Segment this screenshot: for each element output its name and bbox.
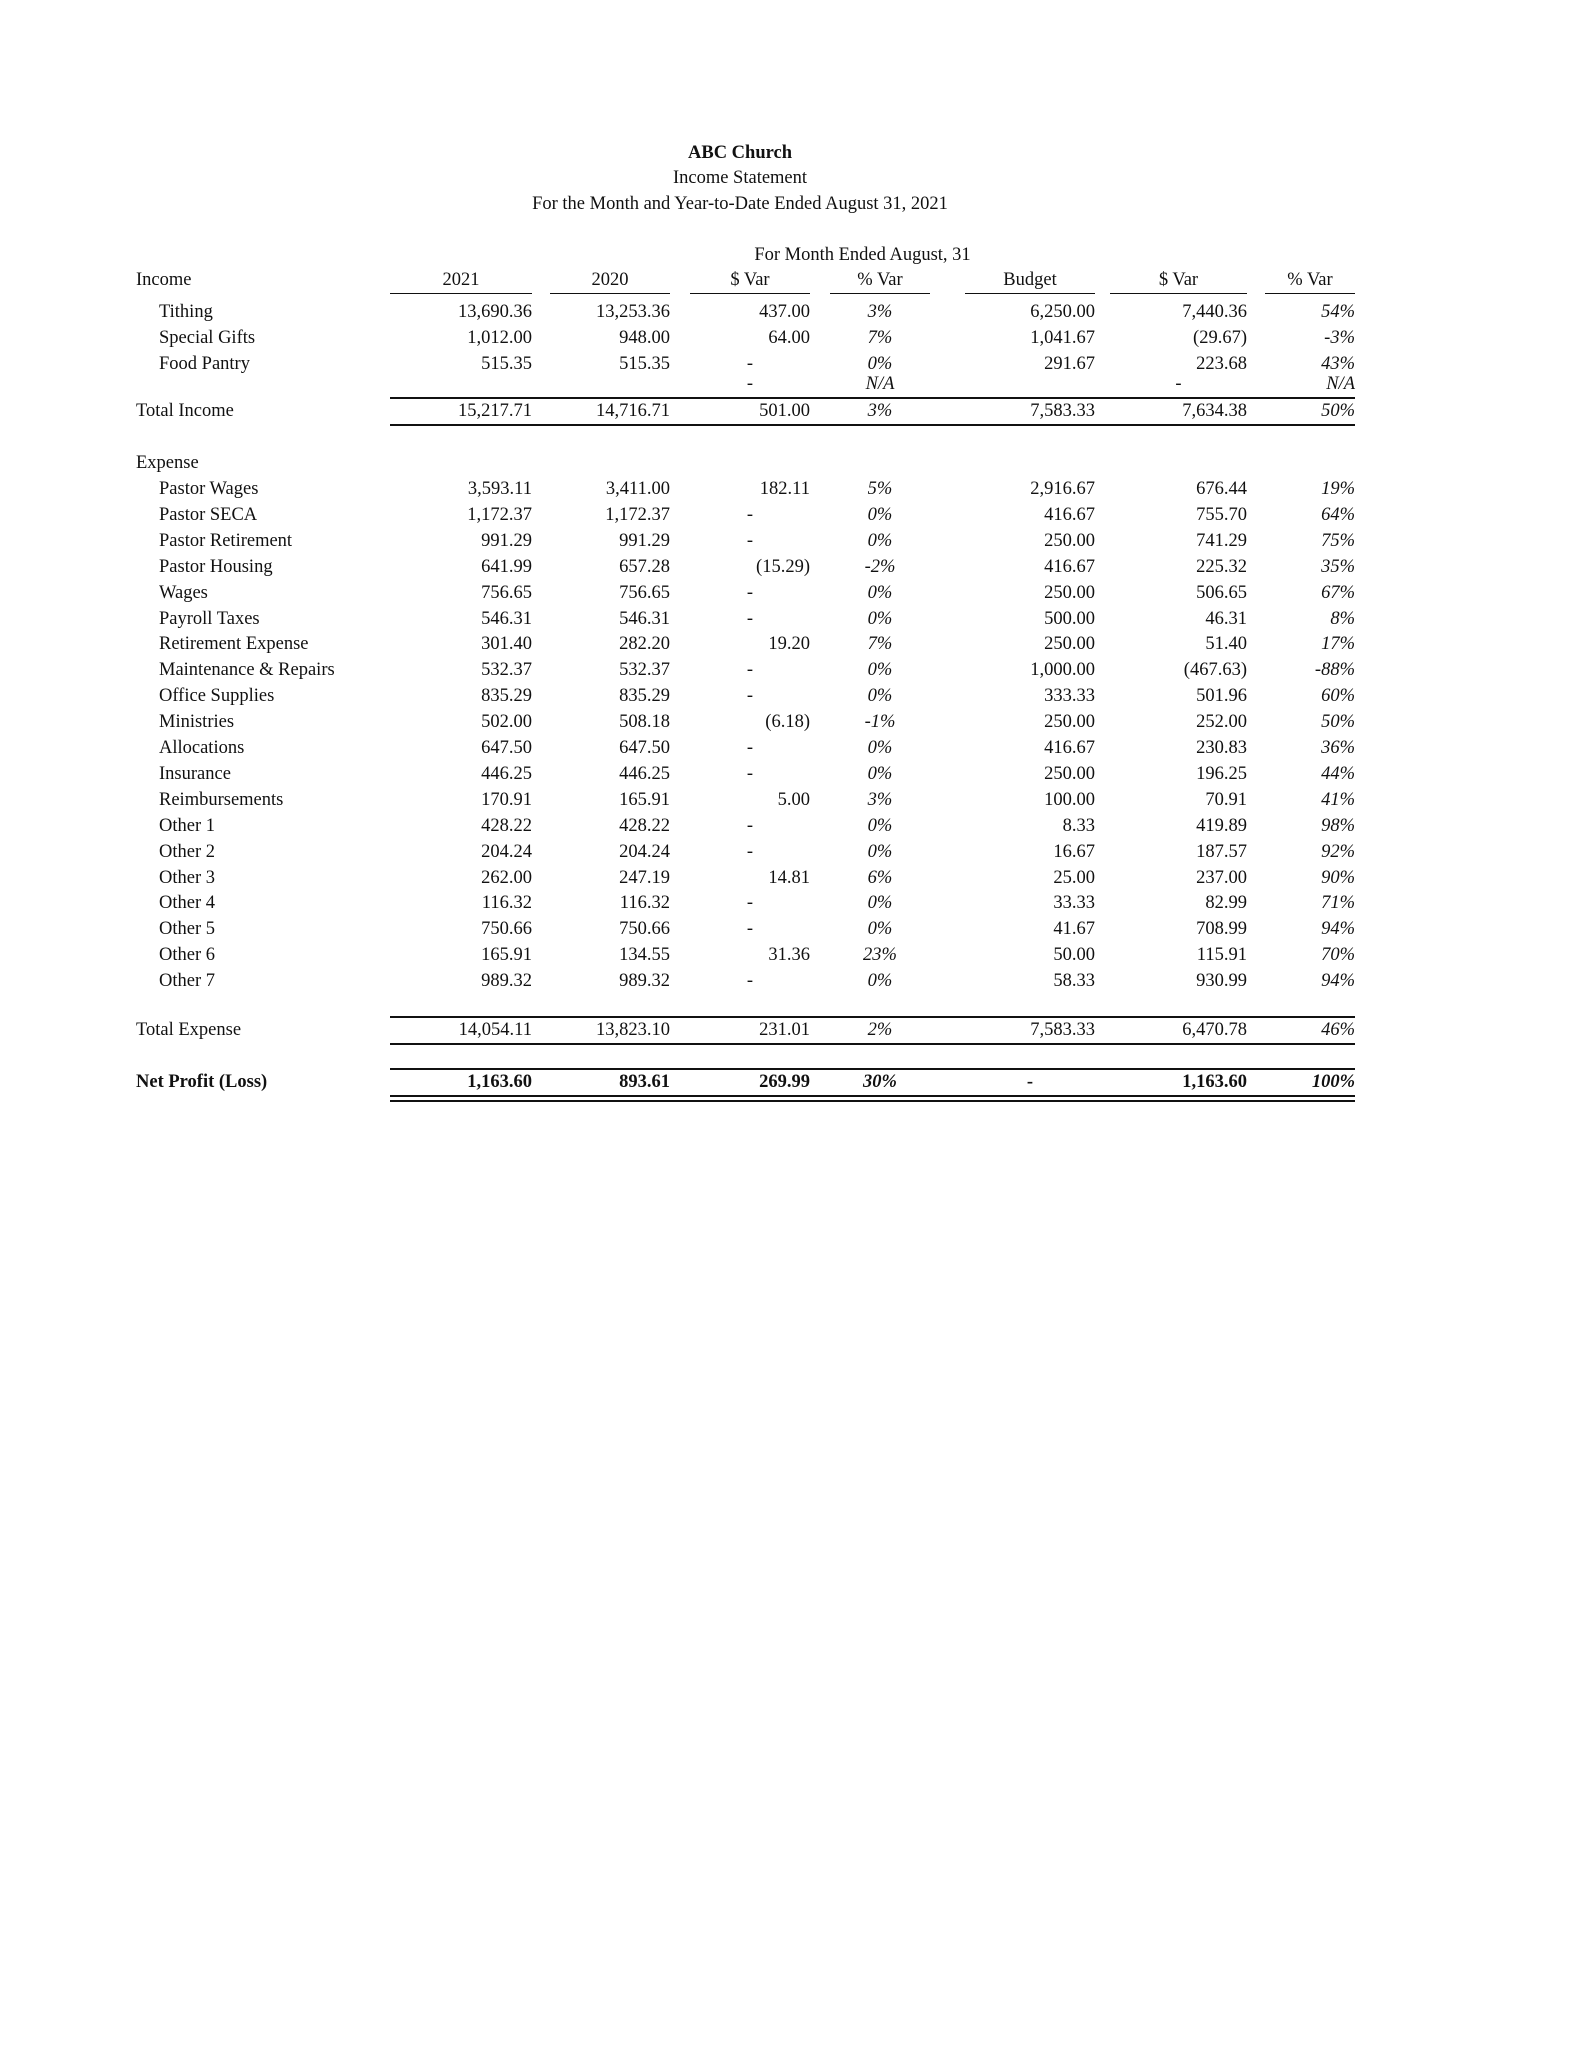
cell-y2020: 247.19 [619, 867, 670, 888]
cell-y2021: 502.00 [481, 712, 532, 733]
cell-budget: 7,583.33 [1030, 401, 1095, 421]
cell-y2021: 835.29 [481, 686, 532, 707]
cell-dvar: - [746, 374, 754, 394]
expense-row-label: Reimbursements [159, 789, 284, 810]
cell-dvar: - [746, 841, 754, 862]
expense-row-label: Pastor Wages [159, 479, 259, 499]
cell-bpvar: -88% [1314, 660, 1355, 681]
cell-bdvar: 223.68 [1196, 354, 1247, 374]
expense-row-label: Other 2 [159, 841, 215, 862]
cell-pvar: 0% [867, 354, 893, 374]
cell-dvar: 14.81 [768, 867, 810, 888]
expense-row-label: Wages [159, 582, 208, 603]
cell-bpvar: 36% [1321, 738, 1355, 758]
cell-bdvar: 196.25 [1196, 763, 1247, 784]
column-header-c2021: 2021 [442, 270, 480, 290]
cell-y2021: 165.91 [481, 945, 532, 966]
cell-bpvar: 60% [1321, 686, 1355, 707]
column-header-bpvar: % Var [1287, 270, 1333, 290]
cell-y2021: 262.00 [481, 867, 532, 888]
cell-pvar: 3% [867, 401, 893, 421]
cell-pvar: 6% [867, 867, 893, 888]
cell-pvar: 0% [867, 530, 893, 551]
cell-bpvar: 44% [1321, 763, 1355, 784]
cell-budget: 250.00 [1044, 763, 1095, 784]
cell-dvar: 5.00 [777, 789, 810, 810]
cell-pvar: 0% [867, 686, 893, 707]
cell-y2021: 13,690.36 [458, 302, 532, 322]
cell-budget: 333.33 [1044, 686, 1095, 707]
column-header-underline [550, 293, 670, 294]
cell-budget: 500.00 [1044, 608, 1095, 629]
cell-bdvar: 501.96 [1196, 686, 1247, 707]
cell-budget: 33.33 [1053, 893, 1095, 914]
cell-y2021: 14,054.11 [458, 1020, 532, 1040]
cell-dvar: 19.20 [768, 634, 810, 655]
cell-bdvar: 115.91 [1196, 945, 1247, 966]
cell-pvar: 30% [863, 1072, 897, 1092]
cell-dvar: - [746, 971, 754, 992]
cell-dvar: - [746, 354, 754, 374]
cell-bpvar: N/A [1326, 374, 1355, 394]
cell-dvar: 437.00 [759, 302, 810, 322]
report-period: For the Month and Year-to-Date Ended August 31, 2021 [532, 194, 948, 214]
cell-budget: 250.00 [1044, 712, 1095, 733]
net-profit-label: Net Profit (Loss) [136, 1072, 268, 1092]
cell-budget: 16.67 [1053, 841, 1095, 862]
column-header-bdvar: $ Var [1158, 270, 1199, 290]
cell-pvar: 0% [867, 971, 893, 992]
cell-bpvar: 19% [1321, 479, 1355, 499]
cell-y2020: 165.91 [619, 789, 670, 810]
cell-y2021: 750.66 [481, 919, 532, 940]
cell-y2020: 446.25 [619, 763, 670, 784]
cell-bdvar: 187.57 [1196, 841, 1247, 862]
column-header-underline [1265, 293, 1355, 294]
net-profit-top-rule [390, 1068, 1355, 1070]
expense-row-label: Allocations [159, 738, 245, 758]
cell-bpvar: 75% [1321, 530, 1355, 551]
cell-y2021: 991.29 [481, 530, 532, 551]
expense-row-label: Other 3 [159, 867, 215, 888]
cell-y2021: 756.65 [481, 582, 532, 603]
cell-y2021: 3,593.11 [467, 479, 532, 499]
cell-pvar: 0% [867, 738, 893, 758]
cell-pvar: 0% [867, 763, 893, 784]
cell-dvar: - [746, 893, 754, 914]
cell-bdvar: 708.99 [1196, 919, 1247, 940]
cell-bpvar: 54% [1321, 302, 1355, 322]
cell-bpvar: -3% [1324, 328, 1355, 348]
cell-pvar: 0% [867, 582, 893, 603]
column-header-c2020: 2020 [591, 270, 629, 290]
cell-dvar: (15.29) [756, 556, 810, 577]
cell-budget: 1,000.00 [1030, 660, 1095, 681]
cell-pvar: 0% [867, 815, 893, 836]
cell-y2021: 204.24 [481, 841, 532, 862]
cell-dvar: 182.11 [759, 479, 810, 499]
total-income-label: Total Income [136, 401, 234, 421]
cell-budget: 291.67 [1044, 354, 1095, 374]
cell-y2020: 204.24 [619, 841, 670, 862]
cell-bdvar: 6,470.78 [1182, 1020, 1247, 1040]
expense-row-label: Other 7 [159, 971, 215, 992]
cell-bdvar: (29.67) [1193, 328, 1247, 348]
cell-bpvar: 94% [1321, 971, 1355, 992]
cell-budget: 416.67 [1044, 738, 1095, 758]
cell-y2020: 546.31 [619, 608, 670, 629]
cell-bdvar: 46.31 [1205, 608, 1247, 629]
cell-pvar: 7% [867, 634, 893, 655]
cell-y2021: 647.50 [481, 738, 532, 758]
cell-bdvar: 506.65 [1196, 582, 1247, 603]
cell-budget: 8.33 [1062, 815, 1095, 836]
cell-y2020: 647.50 [619, 738, 670, 758]
cell-dvar: - [746, 504, 754, 525]
expense-row-label: Insurance [159, 763, 231, 784]
cell-budget: 7,583.33 [1030, 1020, 1095, 1040]
column-header-underline [830, 293, 930, 294]
cell-budget: 416.67 [1044, 556, 1095, 577]
cell-bdvar: 419.89 [1196, 815, 1247, 836]
cell-pvar: N/A [865, 374, 895, 394]
cell-dvar: - [746, 919, 754, 940]
cell-bpvar: 94% [1321, 919, 1355, 940]
cell-y2020: 3,411.00 [605, 479, 670, 499]
cell-budget: 58.33 [1053, 971, 1095, 992]
cell-bdvar: 741.29 [1196, 530, 1247, 551]
cell-dvar: - [746, 608, 754, 629]
cell-dvar: (6.18) [765, 712, 810, 733]
cell-bpvar: 35% [1321, 556, 1355, 577]
cell-y2020: 1,172.37 [605, 504, 670, 525]
cell-dvar: - [746, 686, 754, 707]
cell-budget: 250.00 [1044, 634, 1095, 655]
cell-bdvar: 252.00 [1196, 712, 1247, 733]
column-header-underline [390, 293, 532, 294]
cell-bpvar: 46% [1321, 1020, 1355, 1040]
column-header-budget: Budget [1003, 270, 1057, 290]
cell-budget: 250.00 [1044, 582, 1095, 603]
cell-bdvar: 225.32 [1196, 556, 1247, 577]
cell-y2020: 13,253.36 [596, 302, 670, 322]
expense-section-label: Expense [136, 453, 199, 473]
cell-dvar: 269.99 [759, 1072, 810, 1092]
cell-y2021: 546.31 [481, 608, 532, 629]
cell-bpvar: 17% [1321, 634, 1355, 655]
cell-dvar: - [746, 738, 754, 758]
cell-budget: 25.00 [1053, 867, 1095, 888]
income-row-label: Tithing [159, 302, 213, 322]
cell-budget: 6,250.00 [1030, 302, 1095, 322]
cell-pvar: 0% [867, 893, 893, 914]
cell-pvar: -1% [864, 712, 896, 733]
cell-bpvar: 8% [1330, 608, 1355, 629]
expense-row-label: Other 1 [159, 815, 215, 836]
cell-y2020: 756.65 [619, 582, 670, 603]
cell-pvar: 3% [867, 302, 893, 322]
cell-y2020: 508.18 [619, 712, 670, 733]
net-profit-double-rule-1 [390, 1095, 1355, 1097]
column-header-underline [1110, 293, 1247, 294]
cell-y2021: 532.37 [481, 660, 532, 681]
cell-y2021: 15,217.71 [458, 401, 532, 421]
cell-y2021: 641.99 [481, 556, 532, 577]
expense-row-label: Office Supplies [159, 686, 275, 707]
total-expense-bottom-rule [390, 1043, 1355, 1045]
cell-dvar: - [746, 582, 754, 603]
cell-y2020: 134.55 [619, 945, 670, 966]
cell-bpvar: 90% [1321, 867, 1355, 888]
cell-budget: 41.67 [1053, 919, 1095, 940]
column-header-dvar: $ Var [730, 270, 770, 290]
cell-bdvar: - [1175, 374, 1182, 394]
cell-bpvar: 100% [1311, 1072, 1355, 1092]
cell-y2021: 170.91 [481, 789, 532, 810]
income-row-label: Food Pantry [159, 354, 250, 374]
cell-pvar: 2% [867, 1020, 893, 1040]
cell-bpvar: 43% [1321, 354, 1355, 374]
cell-pvar: 0% [867, 919, 893, 940]
cell-budget: 50.00 [1053, 945, 1095, 966]
column-header-underline [690, 293, 810, 294]
cell-pvar: 23% [863, 945, 897, 966]
cell-dvar: - [746, 530, 754, 551]
cell-bpvar: 41% [1321, 789, 1355, 810]
expense-row-label: Other 6 [159, 945, 215, 966]
cell-y2021: 1,172.37 [467, 504, 532, 525]
cell-y2020: 532.37 [619, 660, 670, 681]
expense-row-label: Pastor SECA [159, 504, 258, 525]
cell-bpvar: 64% [1321, 504, 1355, 525]
cell-bpvar: 98% [1321, 815, 1355, 836]
income-row-label: Special Gifts [159, 328, 256, 348]
cell-bpvar: 67% [1321, 582, 1355, 603]
expense-row-label: Payroll Taxes [159, 608, 260, 629]
cell-dvar: 501.00 [759, 401, 810, 421]
cell-pvar: 0% [867, 504, 893, 525]
cell-dvar: 64.00 [768, 328, 810, 348]
total-expense-top-rule [390, 1016, 1355, 1018]
cell-y2020: 893.61 [619, 1072, 670, 1092]
cell-budget: 250.00 [1044, 530, 1095, 551]
cell-bpvar: 71% [1321, 893, 1355, 914]
cell-budget: 2,916.67 [1030, 479, 1095, 499]
report-title: ABC Church [688, 143, 792, 163]
cell-y2020: 428.22 [619, 815, 670, 836]
cell-y2020: 948.00 [619, 328, 670, 348]
expense-row-label: Pastor Housing [159, 556, 273, 577]
cell-pvar: 3% [867, 789, 893, 810]
total-expense-label: Total Expense [136, 1020, 242, 1040]
cell-pvar: 0% [867, 608, 893, 629]
cell-y2021: 446.25 [481, 763, 532, 784]
cell-y2021: 515.35 [481, 354, 532, 374]
cell-y2020: 835.29 [619, 686, 670, 707]
cell-budget: 100.00 [1044, 789, 1095, 810]
cell-bdvar: 930.99 [1196, 971, 1247, 992]
cell-bdvar: 7,440.36 [1182, 302, 1247, 322]
cell-bpvar: 50% [1321, 401, 1355, 421]
cell-dvar: 31.36 [768, 945, 810, 966]
cell-bdvar: 51.40 [1205, 634, 1247, 655]
cell-dvar: - [746, 660, 754, 681]
expense-row-label: Pastor Retirement [159, 530, 293, 551]
expense-row-label: Maintenance & Repairs [159, 660, 335, 681]
cell-y2021: 1,012.00 [467, 328, 532, 348]
cell-y2020: 989.32 [619, 971, 670, 992]
cell-y2020: 657.28 [619, 556, 670, 577]
cell-pvar: 0% [867, 660, 893, 681]
expense-row-label: Ministries [159, 712, 235, 733]
cell-y2020: 515.35 [619, 354, 670, 374]
cell-bdvar: 230.83 [1196, 738, 1247, 758]
cell-bdvar: 1,163.60 [1182, 1072, 1247, 1092]
cell-pvar: 0% [867, 841, 893, 862]
cell-bpvar: 92% [1321, 841, 1355, 862]
expense-row-label: Retirement Expense [159, 634, 309, 655]
cell-bpvar: 70% [1321, 945, 1355, 966]
cell-bdvar: 70.91 [1205, 789, 1247, 810]
cell-pvar: 7% [867, 328, 893, 348]
column-header-pvar: % Var [857, 270, 903, 290]
cell-bdvar: 82.99 [1205, 893, 1247, 914]
cell-y2020: 116.32 [619, 893, 670, 914]
cell-y2021: 428.22 [481, 815, 532, 836]
cell-bdvar: 7,634.38 [1182, 401, 1247, 421]
cell-y2021: 1,163.60 [467, 1072, 532, 1092]
cell-bdvar: 755.70 [1196, 504, 1247, 525]
cell-y2021: 301.40 [481, 634, 532, 655]
expense-row-label: Other 5 [159, 919, 215, 940]
cell-bdvar: 676.44 [1196, 479, 1247, 499]
cell-y2020: 750.66 [619, 919, 670, 940]
cell-bpvar: 50% [1321, 712, 1355, 733]
cell-budget: 416.67 [1044, 504, 1095, 525]
income-section-label: Income [136, 270, 192, 290]
cell-bdvar: (467.63) [1183, 660, 1247, 681]
total-income-bottom-rule [390, 424, 1355, 426]
expense-row-label: Other 4 [159, 893, 215, 914]
column-header-underline [965, 293, 1095, 294]
cell-y2020: 991.29 [619, 530, 670, 551]
cell-y2021: 989.32 [481, 971, 532, 992]
cell-pvar: 5% [867, 479, 893, 499]
group-label: For Month Ended August, 31 [754, 245, 971, 265]
net-profit-double-rule-2 [390, 1100, 1355, 1102]
cell-dvar: - [746, 763, 754, 784]
cell-dvar: - [746, 815, 754, 836]
cell-y2020: 282.20 [619, 634, 670, 655]
cell-bdvar: 237.00 [1196, 867, 1247, 888]
cell-budget: - [1026, 1072, 1034, 1092]
cell-y2021: 116.32 [481, 893, 532, 914]
cell-budget: 1,041.67 [1030, 328, 1095, 348]
total-income-top-rule [390, 397, 1355, 399]
cell-y2020: 14,716.71 [596, 401, 670, 421]
cell-pvar: -2% [864, 556, 896, 577]
cell-dvar: 231.01 [759, 1020, 810, 1040]
cell-y2020: 13,823.10 [596, 1020, 670, 1040]
report-subtitle: Income Statement [672, 168, 808, 188]
